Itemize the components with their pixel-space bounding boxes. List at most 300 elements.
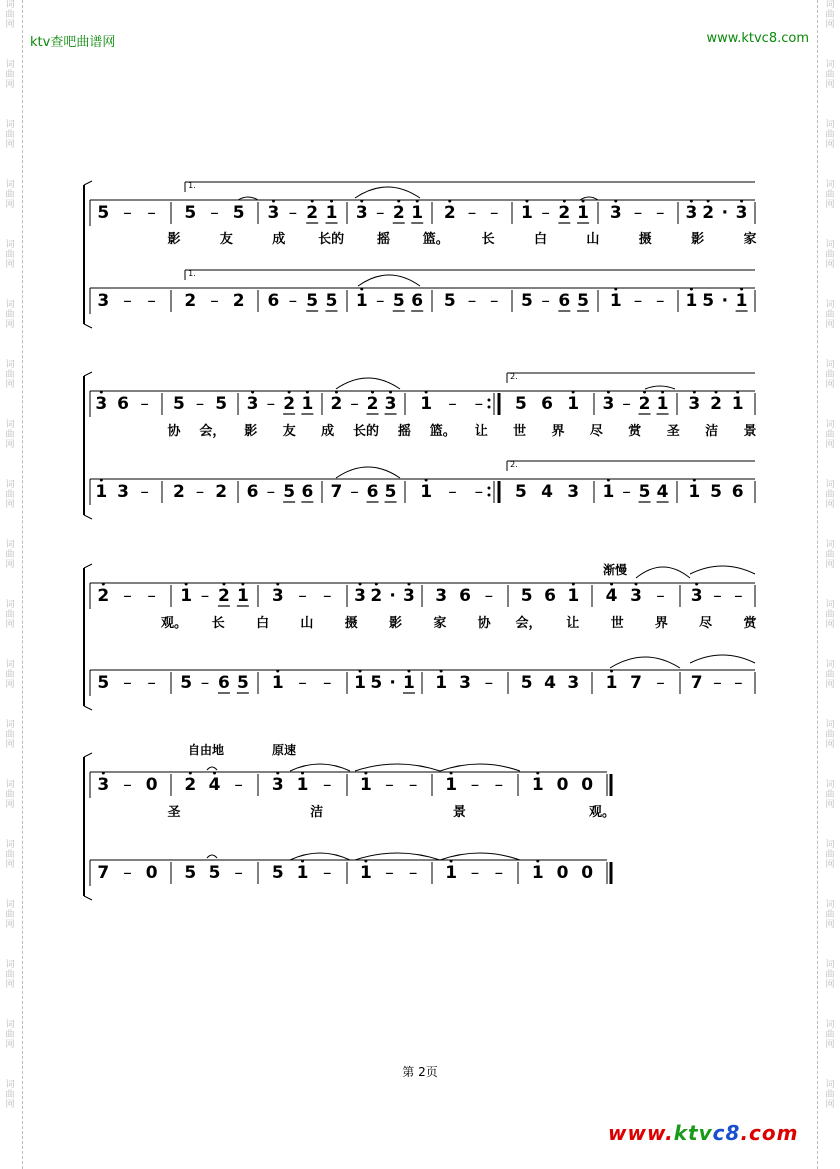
note: 7	[330, 482, 343, 502]
note: 5	[443, 291, 456, 311]
dash: –	[484, 586, 494, 606]
dash: –	[322, 775, 332, 795]
note: 0	[145, 863, 158, 883]
note: 5	[370, 673, 383, 693]
octave-dot-above	[301, 772, 304, 775]
octave-dot-above	[185, 583, 188, 586]
note: 1	[521, 203, 533, 223]
dash: –	[123, 203, 132, 223]
dash: –	[474, 482, 484, 502]
dash: –	[656, 586, 665, 606]
lyric: 长的	[352, 424, 380, 439]
lyric: 洁	[310, 805, 324, 820]
dash: –	[713, 586, 722, 606]
dash: –	[195, 482, 205, 502]
note: 5	[208, 863, 221, 883]
watermark-text: 词 曲 网	[5, 420, 15, 450]
repeat-dot	[488, 406, 491, 409]
system-bracket	[84, 753, 92, 757]
octave-dot-above	[425, 479, 428, 482]
octave-dot-above	[407, 583, 410, 586]
tempo-rit: 渐慢	[602, 563, 628, 577]
lyric: 让	[566, 616, 580, 631]
octave-dot-above	[100, 391, 103, 394]
tempo-free: 自由地	[187, 743, 225, 757]
watermark-text: 词 曲 网	[5, 360, 15, 390]
watermark-text: 词 曲 网	[5, 120, 15, 150]
watermark-text: 词 曲 网	[5, 300, 15, 330]
dash: –	[734, 673, 743, 693]
octave-dot-above	[736, 391, 739, 394]
note: 3	[97, 291, 110, 311]
octave-dot-above	[416, 200, 419, 203]
note: 1	[567, 586, 580, 606]
note: 6	[544, 586, 556, 606]
lyric: 影	[691, 232, 705, 247]
note: 1	[420, 394, 433, 414]
dash: –	[376, 291, 385, 311]
note: 4	[656, 482, 669, 502]
note: 6	[411, 291, 424, 311]
lyric: 长	[211, 616, 225, 631]
watermark-text: 词 曲 网	[825, 540, 835, 570]
dash: –	[147, 586, 156, 606]
note: 2	[97, 586, 110, 606]
watermark-text: 词 曲 网	[825, 600, 835, 630]
octave-dot-above	[189, 772, 192, 775]
watermark-text: 词 曲 网	[825, 720, 835, 750]
note: 7	[630, 673, 642, 693]
slur	[355, 853, 440, 860]
system-bracket	[84, 706, 92, 710]
octave-dot-above	[276, 772, 279, 775]
note: 6	[558, 291, 571, 311]
note: 1	[359, 775, 372, 795]
note: 6	[218, 673, 230, 693]
dash: –	[484, 673, 494, 693]
note: 1	[688, 482, 701, 502]
octave-dot-above	[213, 772, 216, 775]
dash: –	[633, 203, 643, 223]
note: 1	[354, 673, 366, 693]
fermata	[207, 855, 217, 858]
note: 3	[95, 394, 108, 414]
slur	[336, 378, 400, 389]
dash: –	[298, 586, 307, 606]
note: 1	[735, 291, 748, 311]
lyric: 友	[282, 424, 296, 439]
note: 1	[359, 863, 372, 883]
octave-dot-above	[371, 391, 374, 394]
note: 2	[558, 203, 571, 223]
dash: –	[633, 291, 643, 311]
octave-dot-above	[563, 200, 566, 203]
volta-label: 2.	[510, 460, 518, 469]
note: 1	[577, 203, 589, 223]
note: 3	[459, 673, 471, 693]
lyric: 山	[586, 232, 600, 247]
repeat-dot	[488, 399, 491, 402]
slur	[355, 187, 420, 198]
note: 5	[521, 291, 533, 311]
lyric: 观。	[160, 616, 188, 631]
slur	[440, 764, 520, 771]
watermark-text: 词 曲 网	[825, 960, 835, 990]
dash: –	[734, 586, 743, 606]
note: 1	[180, 586, 193, 606]
watermark-text: 词 曲 网	[5, 60, 15, 90]
dash: –	[448, 482, 457, 502]
dot-mark: ·	[389, 586, 396, 606]
lyric: 观。	[588, 805, 616, 820]
note: 1	[656, 394, 669, 414]
octave-dot-above	[607, 479, 610, 482]
note: 2	[232, 291, 245, 311]
note: 3	[602, 394, 615, 414]
octave-dot-above	[241, 583, 244, 586]
note: 1	[445, 863, 458, 883]
dash: –	[541, 291, 550, 311]
dash: –	[288, 203, 298, 223]
octave-dot-above	[693, 391, 696, 394]
octave-dot-above	[389, 391, 392, 394]
watermark-text: 词 曲 网	[825, 120, 835, 150]
note: 1	[95, 482, 108, 502]
dash: –	[385, 863, 394, 883]
note: 5	[392, 291, 405, 311]
note: 1	[445, 775, 458, 795]
note: 4	[544, 673, 556, 693]
note: 1	[403, 673, 415, 693]
note: 6	[541, 394, 553, 414]
octave-dot-above	[360, 288, 363, 291]
lyric: 尽	[589, 424, 603, 439]
octave-dot-above	[100, 479, 103, 482]
lyric: 赏	[743, 616, 757, 631]
note: 5	[638, 482, 651, 502]
octave-dot-above	[276, 583, 279, 586]
watermark-text: 词 曲 网	[825, 60, 835, 90]
system-bracket	[84, 324, 92, 328]
dash: –	[494, 775, 504, 795]
octave-dot-above	[572, 583, 575, 586]
system-bracket	[84, 896, 92, 900]
note: 5	[702, 291, 715, 311]
dash: –	[322, 863, 332, 883]
lyric: 协	[477, 616, 491, 631]
lyric: 家	[433, 616, 447, 631]
dash: –	[195, 394, 205, 414]
repeat-dot	[488, 487, 491, 490]
volta-label: 2.	[510, 372, 518, 381]
slur	[358, 275, 420, 286]
note: 5	[232, 203, 245, 223]
watermark-text: 词 曲 网	[825, 1020, 835, 1050]
watermark-text: 词 曲 网	[5, 780, 15, 810]
octave-dot-above	[359, 583, 362, 586]
dash: –	[470, 775, 480, 795]
note: 5	[283, 482, 296, 502]
note: 7	[690, 673, 703, 693]
lyric: 摇	[397, 424, 411, 439]
note: 2	[443, 203, 456, 223]
watermark-text: 词 曲 网	[825, 660, 835, 690]
dash: –	[322, 673, 332, 693]
note: 5	[514, 394, 527, 414]
dash: –	[123, 673, 132, 693]
system-bracket	[84, 181, 92, 185]
note: 3	[354, 586, 366, 606]
octave-dot-above	[364, 772, 367, 775]
note: 3	[567, 673, 580, 693]
lyric: 影	[389, 616, 403, 631]
octave-dot-above	[693, 479, 696, 482]
note: 4	[541, 482, 553, 502]
watermark-text: 词 曲 网	[825, 360, 835, 390]
note: 2	[702, 203, 715, 223]
note: 5	[514, 482, 527, 502]
note: 0	[145, 775, 158, 795]
note: 3	[435, 586, 448, 606]
note: 3	[688, 394, 701, 414]
octave-dot-above	[425, 391, 428, 394]
note: 1	[271, 673, 284, 693]
note: 2	[370, 586, 383, 606]
octave-dot-above	[661, 391, 664, 394]
dash: –	[467, 203, 477, 223]
dash: –	[147, 673, 156, 693]
note: 3	[117, 482, 129, 502]
note: 1	[355, 291, 368, 311]
watermark-text: 词 曲 网	[825, 300, 835, 330]
note: 2	[306, 203, 319, 223]
note: 5	[97, 673, 110, 693]
watermark-text: 词 曲 网	[825, 480, 835, 510]
octave-dot-above	[690, 200, 693, 203]
note: 5	[184, 203, 197, 223]
watermark-text: 词 曲 网	[825, 780, 835, 810]
dash: –	[656, 673, 665, 693]
note: 2	[638, 394, 651, 414]
volta-label: 1.	[188, 269, 196, 278]
octave-dot-above	[572, 391, 575, 394]
octave-dot-above	[102, 772, 105, 775]
lyric: 影	[167, 232, 181, 247]
note: 3	[271, 586, 284, 606]
octave-dot-above	[335, 391, 338, 394]
fermata	[207, 767, 217, 770]
note: 3	[267, 203, 280, 223]
octave-dot-above	[360, 200, 363, 203]
note: 5	[172, 394, 185, 414]
watermark-text: 词 曲 网	[5, 180, 15, 210]
slur	[645, 386, 675, 389]
watermark-text: 词 曲 网	[5, 1020, 15, 1050]
note: 5	[180, 673, 193, 693]
dash: –	[655, 291, 665, 311]
dash: –	[234, 863, 243, 883]
system-bracket	[84, 564, 92, 568]
dash: –	[147, 291, 156, 311]
note: 2	[215, 482, 228, 502]
lyric: 洁	[705, 424, 719, 439]
note: 1	[325, 203, 338, 223]
octave-dot-above	[375, 583, 378, 586]
lyric: 界	[551, 424, 565, 439]
dash: –	[448, 394, 457, 414]
dash: –	[622, 394, 631, 414]
repeat-dot	[488, 494, 491, 497]
note: 3	[567, 482, 580, 502]
octave-dot-above	[695, 583, 698, 586]
dash: –	[489, 203, 499, 223]
note: 3	[355, 203, 368, 223]
dash: –	[288, 291, 298, 311]
octave-dot-above	[614, 288, 617, 291]
dash: –	[123, 586, 132, 606]
lyric: 山	[300, 616, 314, 631]
page-number: 第 2页	[402, 1065, 438, 1079]
dash: –	[200, 586, 210, 606]
note: 2	[366, 394, 379, 414]
note: 3	[403, 586, 415, 606]
dash: –	[541, 203, 550, 223]
note: 1	[236, 586, 249, 606]
octave-dot-above	[407, 670, 410, 673]
note: 5	[325, 291, 338, 311]
lyric: 让	[474, 424, 488, 439]
octave-dot-above	[610, 670, 613, 673]
note: 6	[459, 586, 471, 606]
watermark-text: 词 曲 网	[5, 0, 15, 30]
octave-dot-above	[272, 200, 275, 203]
note: 5	[236, 673, 249, 693]
octave-dot-above	[364, 860, 367, 863]
octave-dot-above	[359, 670, 362, 673]
octave-dot-above	[448, 200, 451, 203]
system-bracket	[84, 372, 92, 376]
dash: –	[622, 482, 631, 502]
note: 3	[97, 775, 110, 795]
octave-dot-above	[643, 391, 646, 394]
dash: –	[713, 673, 722, 693]
watermark-text: 词 曲 网	[5, 960, 15, 990]
note: 1	[301, 394, 314, 414]
dash: –	[322, 586, 332, 606]
dash: –	[655, 203, 665, 223]
lyric: 成	[272, 232, 286, 247]
dash: –	[210, 203, 219, 223]
system-bracket	[84, 515, 92, 519]
note: 1	[567, 394, 580, 414]
octave-dot-above	[450, 860, 453, 863]
note: 4	[605, 586, 618, 606]
lyric: 摇	[376, 232, 390, 247]
dash: –	[123, 291, 132, 311]
watermark-text: 词 曲 网	[825, 1080, 835, 1110]
octave-dot-above	[440, 670, 443, 673]
dash: –	[123, 863, 132, 883]
lyric: 篮。	[429, 424, 456, 439]
note: 1	[296, 775, 309, 795]
dot-mark: ·	[389, 673, 396, 693]
slur	[290, 764, 350, 771]
lyric: 会，	[515, 616, 542, 631]
slur	[290, 853, 350, 860]
octave-dot-above	[330, 200, 333, 203]
watermark-text: 词 曲 网	[5, 540, 15, 570]
note: 1	[420, 482, 433, 502]
note: 3	[735, 203, 748, 223]
dash: –	[385, 775, 394, 795]
note: 2	[172, 482, 185, 502]
note: 1	[435, 673, 448, 693]
lyric: 会，	[199, 424, 226, 439]
watermark-text: 词 曲 网	[5, 840, 15, 870]
note: 5	[384, 482, 397, 502]
note: 1	[605, 673, 618, 693]
watermark-text: 词 曲 网	[825, 840, 835, 870]
note: 5	[520, 586, 533, 606]
dot-mark: ·	[721, 291, 729, 311]
dash: –	[408, 775, 418, 795]
octave-dot-above	[311, 200, 314, 203]
octave-dot-above	[288, 391, 291, 394]
lyric: 尽	[699, 616, 713, 631]
note: 1	[411, 203, 424, 223]
watermark-text: 词 曲 网	[5, 660, 15, 690]
octave-dot-above	[740, 288, 743, 291]
lyric: 协	[167, 424, 181, 439]
slur	[610, 657, 680, 668]
lyric: 长的	[318, 232, 345, 247]
dash: –	[234, 775, 243, 795]
lyric: 景	[452, 805, 466, 820]
dash: –	[474, 394, 484, 414]
lyric: 白	[534, 232, 548, 247]
octave-dot-above	[251, 391, 254, 394]
note: 0	[581, 775, 594, 795]
dash: –	[210, 291, 219, 311]
note: 3	[271, 775, 284, 795]
slur	[690, 566, 755, 574]
lyric: 世	[513, 424, 527, 439]
note: 1	[531, 863, 544, 883]
octave-dot-above	[276, 670, 279, 673]
octave-dot-above	[715, 391, 718, 394]
dot-mark: ·	[721, 203, 729, 223]
lyric: 摄	[638, 232, 652, 247]
slur	[336, 467, 400, 478]
note: 1	[602, 482, 615, 502]
note: 1	[731, 394, 744, 414]
note: 5	[577, 291, 589, 311]
slur	[636, 567, 690, 578]
lyric: 摄	[344, 616, 358, 631]
note: 7	[97, 863, 110, 883]
note: 0	[581, 863, 594, 883]
slur	[690, 655, 755, 663]
octave-dot-above	[525, 200, 528, 203]
lyric: 影	[244, 424, 258, 439]
dash: –	[350, 394, 359, 414]
note: 6	[731, 482, 744, 502]
lyric: 世	[610, 616, 624, 631]
slur	[440, 853, 520, 860]
octave-dot-above	[610, 583, 613, 586]
dash: –	[140, 394, 149, 414]
dash: –	[200, 673, 210, 693]
